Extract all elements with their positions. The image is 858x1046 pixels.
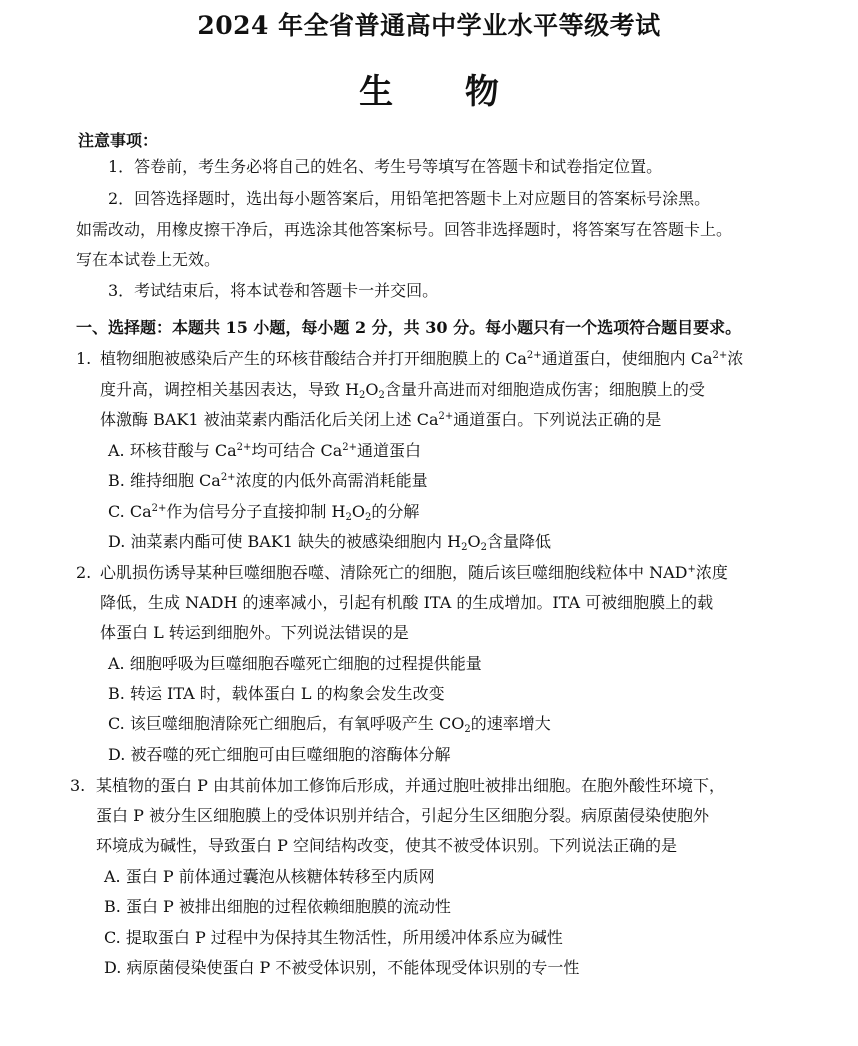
question-3-option-c[interactable]: C. 提取蛋白 P 过程中为保持其生物活性，所用缓冲体系应为碱性 bbox=[104, 928, 563, 947]
question-2-number: 2. bbox=[76, 563, 92, 582]
note-item-2-line-2: 如需改动，用橡皮擦干净后，再选涂其他答案标号。回答非选择题时，将答案写在答题卡上。 bbox=[76, 220, 733, 239]
question-3-number: 3. bbox=[70, 776, 86, 795]
question-1-option-b[interactable]: B. 维持细胞 $Ca^{2+}$浓度的内低外高需消耗能量 bbox=[108, 471, 428, 490]
question-3-option-a[interactable]: A. 蛋白 P 前体通过囊泡从核糖体转移至内质网 bbox=[104, 867, 435, 886]
question-3-option-b[interactable]: B. 蛋白 P 被排出细胞的过程依赖细胞膜的流动性 bbox=[104, 897, 451, 916]
question-3-stem-line-2: 蛋白 P 被分生区细胞膜上的受体识别并结合，引起分生区细胞分裂。病原菌侵染使胞外 bbox=[96, 806, 709, 825]
note-item-3: 3．考试结束后，将本试卷和答题卡一并交回。 bbox=[108, 281, 439, 300]
question-2-stem-line-2: 降低，生成 NADH 的速率减小，引起有机酸 ITA 的生成增加。ITA 可被细胞膜上的载 bbox=[100, 593, 714, 612]
note-item-2-line-1: 2．回答选择题时，选出每小题答案后，用铅笔把答题卡上对应题目的答案标号涂黑。 bbox=[108, 189, 711, 208]
note-item-2-line-3: 写在本试卷上无效。 bbox=[76, 250, 221, 269]
question-1-stem-line-1: 植物细胞被感染后产生的环核苷酸结合并打开细胞膜上的 $Ca^{2+}$通道蛋白，使细胞内 $Ca^{2+}$浓 bbox=[100, 349, 744, 368]
exam-title: 2024 年全省普通高中学业水平等级考试 bbox=[197, 11, 661, 40]
question-3-option-d[interactable]: D. 病原菌侵染使蛋白 P 不被受体识别，不能体现受体识别的专一性 bbox=[104, 958, 580, 977]
question-3-stem-line-3: 环境成为碱性，导致蛋白 P 空间结构改变，使其不被受体识别。下列说法正确的是 bbox=[96, 836, 677, 855]
question-2-stem-line-3: 体蛋白 L 转运到细胞外。下列说法错误的是 bbox=[100, 623, 409, 642]
question-2-option-d[interactable]: D. 被吞噬的死亡细胞可由巨噬细胞的溶酶体分解 bbox=[108, 745, 451, 764]
question-1-option-d[interactable]: D. 油菜素内酯可使 BAK1 缺失的被感染细胞内 $H_2O_2$含量降低 bbox=[108, 532, 551, 553]
subject-title: 生 物 bbox=[359, 72, 529, 112]
question-1-number: 1. bbox=[76, 349, 92, 368]
notes-heading: 注意事项： bbox=[78, 131, 159, 150]
question-2-stem-line-1: 心肌损伤诱导某种巨噬细胞吞噬、清除死亡的细胞，随后该巨噬细胞线粒体中 NAD+浓度 bbox=[100, 563, 728, 582]
question-2-option-a[interactable]: A. 细胞呼吸为巨噬细胞吞噬死亡细胞的过程提供能量 bbox=[108, 654, 482, 673]
question-3-stem-line-1: 某植物的蛋白 P 由其前体加工修饰后形成，并通过胞吐被排出细胞。在胞外酸性环境下， bbox=[96, 776, 725, 795]
section-heading: 一、选择题：本题共 15 小题，每小题 2 分，共 30 分。每小题只有一个选项符合题目要求。 bbox=[76, 318, 742, 337]
question-1-option-c[interactable]: C. $Ca^{2+}$作为信号分子直接抑制 $H_2O_2$的分解 bbox=[108, 502, 420, 523]
question-1-option-a[interactable]: A. 环核苷酸与 $Ca^{2+}$均可结合 $Ca^{2+}$通道蛋白 bbox=[108, 441, 421, 460]
question-2-option-b[interactable]: B. 转运 ITA 时，载体蛋白 L 的构象会发生改变 bbox=[108, 684, 445, 703]
question-1-stem-line-3: 体激酶 BAK1 被油菜素内酯活化后关闭上述 $Ca^{2+}$通道蛋白。下列说法正确的是 bbox=[100, 410, 662, 429]
question-1-stem-line-2: 度升高，调控相关基因表达，导致 $H_2O_2$含量升高进而对细胞造成伤害；细胞膜上的受 bbox=[100, 380, 705, 401]
note-item-1: 1．答卷前，考生务必将自己的姓名、考生号等填写在答题卡和试卷指定位置。 bbox=[108, 157, 663, 176]
question-2-option-c[interactable]: C. 该巨噬细胞清除死亡细胞后，有氧呼吸产生 $CO_2$的速率增大 bbox=[108, 714, 551, 735]
